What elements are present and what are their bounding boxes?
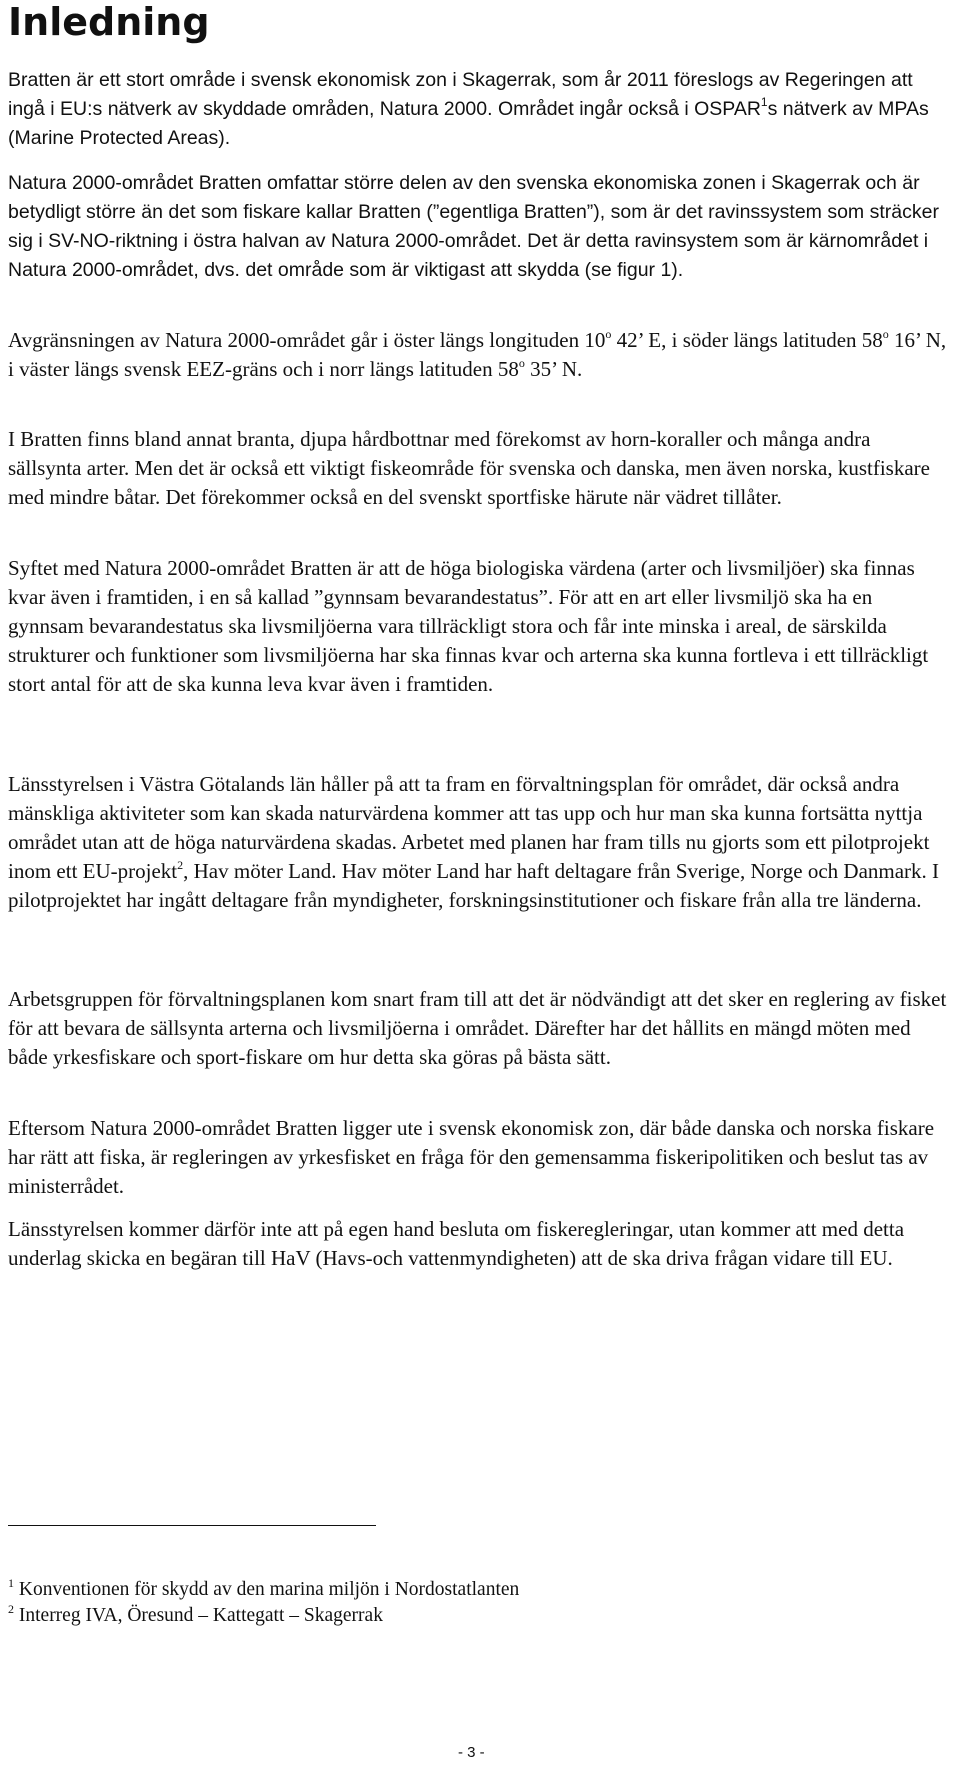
boundaries-text-a: Avgränsningen av Natura 2000-området går i öster längs longituden 10 (8, 328, 606, 352)
paragraph-management-plan (8, 770, 948, 915)
footnote-2 (8, 1603, 383, 1629)
paragraph-fisheries-policy: Eftersom Natura 2000-området Bratten ligger ute i svensk ekonomisk zon, där både danska och norska fiskare har rätt att fiska, är regleringen av yrkesfisket en fråga för den gemensamma fiskeripolitiken och beslut tas av ministerrådet. (8, 1116, 935, 1198)
paragraph-species: I Bratten finns bland annat branta, djupa hårdbottnar med förekomst av horn-koraller och många andra sällsynta arter. Men det är också ett viktigt fiskeområde för svenska och danska, men även norska, kustfiskare med mindre båtar. Det förekommer också en del svenskt sportfiske härute när vädret tillåter. (8, 427, 930, 509)
footnote-1-number: 1 (8, 1576, 14, 1590)
footnote-ref-2: 2 (177, 858, 184, 872)
boundaries-text-d: 35’ N. (524, 357, 583, 381)
page-number: - 3 - (458, 1744, 485, 1761)
footnote-2-number: 2 (8, 1602, 14, 1616)
footnote-2-text: Interreg IVA, Öresund – Kattegatt – Skagerrak (18, 1605, 383, 1626)
footnote-separator (8, 1525, 376, 1526)
section-heading: Inledning (8, 0, 210, 44)
footnote-ref-1: 1 (760, 95, 768, 109)
paragraph-boundaries (8, 326, 948, 384)
paragraph-intro-text-a: Bratten är ett stort område i svensk ekonomisk zon i Skagerrak, som år 2011 föreslogs av Regeringen att ingå i EU:s nätverk av skyddade områden, Natura 2000. Området ingår också i OSPAR (8, 69, 913, 120)
management-plan-text-a: Länsstyrelsen i Västra Götalands län håller på att ta fram en förvaltningsplan för området, där också andra mänskliga aktiviteter som kan skada naturvärdena kommer att tas upp och hur man ska kunna fortsätta nyttja området utan att de höga naturvärdena skadas. Arbetet med planen har fram tills nu gjorts som ett pilotprojekt inom ett EU-projekt (8, 772, 930, 883)
degree-mark: o (605, 327, 612, 341)
paragraph-working-group: Arbetsgruppen för förvaltningsplanen kom snart fram till att det är nödvändigt att det sker en reglering av fisket för att bevara de sällsynta arterna och livsmiljöerna i området. Därefter har det hållits en mängd möten med både yrkesfiskare och sport-fiskare om hur detta ska göras på bästa sätt. (8, 987, 947, 1069)
degree-mark: o (518, 356, 525, 370)
paragraph-area-description: Natura 2000-området Bratten omfattar större delen av den svenska ekonomiska zonen i Skagerrak och är betydligt större än det som fiskare kallar Bratten (”egentliga Bratten”), som är det ravinssystem som sträcker sig i SV-NO-riktning i östra halvan av Natura 2000-området. Det är detta ravinsystem som är kärnområdet i Natura 2000-området, dvs. det område som är viktigast att skydda (se figur 1). (8, 172, 939, 281)
paragraph-intro (8, 66, 948, 153)
management-plan-text-b: , Hav möter Land. Hav möter Land har haft deltagare från Sverige, Norge och Danmark. I pilotprojektet har ingått deltagare från myndigheter, forskningsinstitutioner och fiskare från alla tre länderna. (8, 859, 940, 912)
degree-mark: o (882, 327, 889, 341)
paragraph-purpose: Syftet med Natura 2000-området Bratten är att de höga biologiska värdena (arter och livsmiljöer) ska finnas kvar även i framtiden, i en så kallad ”gynnsam bevarandestatus”. För att en art eller livsmiljö ska ha en gynnsam bevarandestatus ska livsmiljöerna vara tillräckligt stora och får inte minska i areal, de särskilda strukturer och funktioner som livsmiljöerna har ska finnas kvar och arterna ska kunna fortleva i ett tillräckligt stort antal för att de ska kunna leva kvar även i framtiden. (8, 556, 929, 696)
footnote-1 (8, 1577, 519, 1603)
footnote-1-text: Konventionen för skydd av den marina miljön i Nordostatlanten (18, 1579, 520, 1600)
paragraph-county-board: Länsstyrelsen kommer därför inte att på egen hand besluta om fiskeregleringar, utan kommer att med detta underlag skicka en begäran till HaV (Havs-och vattenmyndigheten) att de ska driva frågan vidare till EU. (8, 1217, 905, 1270)
boundaries-text-b: 42’ E, i söder längs latituden 58 (611, 328, 883, 352)
boundaries-text-c: 16’ N, i väster längs svensk EEZ-gräns och i norr längs latituden 58 (8, 328, 947, 381)
paragraph-intro-text-b: s nätverk av MPAs (Marine Protected Areas). (8, 98, 929, 149)
